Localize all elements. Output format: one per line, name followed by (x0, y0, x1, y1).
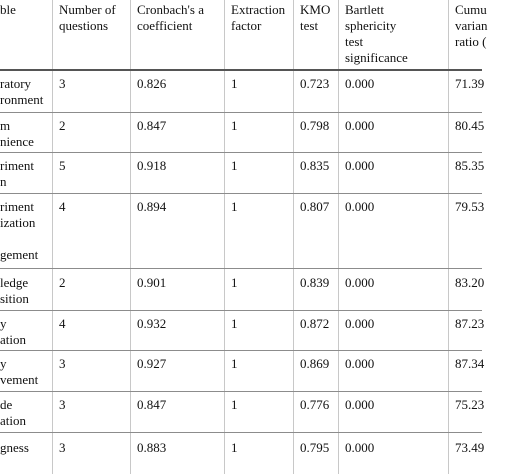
row-rule (0, 268, 482, 269)
cell-ratio: 79.53 (455, 199, 485, 214)
cell-factor: 1 (231, 316, 238, 331)
row-rule (0, 152, 482, 153)
cell-questions: 2 (59, 275, 66, 290)
row-rule (0, 193, 482, 194)
cell-kmo: 0.835 (300, 158, 330, 173)
row-rule (0, 432, 482, 433)
cell-questions: 3 (59, 356, 66, 371)
row-rule (0, 112, 482, 113)
cell-questions: 3 (59, 76, 66, 91)
header-rule (0, 69, 482, 71)
cell-variable: ledge sition (0, 275, 29, 306)
header-extraction: Extraction factor (231, 2, 286, 33)
column-divider (224, 0, 225, 474)
cell-factor: 1 (231, 275, 238, 290)
cell-questions: 5 (59, 158, 66, 173)
cell-variable: de ation (0, 397, 26, 428)
cell-kmo: 0.872 (300, 316, 330, 331)
cell-alpha: 0.847 (137, 118, 167, 133)
cell-variable: y ation (0, 316, 26, 347)
cell-alpha: 0.847 (137, 397, 167, 412)
cell-bartlett: 0.000 (345, 440, 375, 455)
cell-alpha: 0.918 (137, 158, 167, 173)
cell-kmo: 0.795 (300, 440, 330, 455)
cell-questions: 3 (59, 397, 66, 412)
cell-questions: 2 (59, 118, 66, 133)
cell-bartlett: 0.000 (345, 158, 375, 173)
cell-kmo: 0.807 (300, 199, 330, 214)
cell-kmo: 0.839 (300, 275, 330, 290)
cell-bartlett: 0.000 (345, 397, 375, 412)
cell-alpha: 0.932 (137, 316, 167, 331)
cell-questions: 3 (59, 440, 66, 455)
cell-bartlett: 0.000 (345, 275, 375, 290)
cell-ratio: 85.35 (455, 158, 485, 173)
cell-bartlett: 0.000 (345, 199, 375, 214)
cell-variable: m nience (0, 118, 34, 149)
cell-ratio: 87.23 (455, 316, 485, 331)
cell-bartlett: 0.000 (345, 356, 375, 371)
column-divider (448, 0, 449, 474)
cell-variable: y vement (0, 356, 39, 387)
cell-ratio: 71.39 (455, 76, 485, 91)
header-bartlett: Bartlett sphericity test significance (345, 2, 408, 65)
cell-factor: 1 (231, 356, 238, 371)
cell-alpha: 0.927 (137, 356, 167, 371)
cell-questions: 4 (59, 199, 66, 214)
cell-factor: 1 (231, 158, 238, 173)
cell-questions: 4 (59, 316, 66, 331)
cell-factor: 1 (231, 199, 238, 214)
cell-factor: 1 (231, 440, 238, 455)
cell-variable: ratory ronment (0, 76, 44, 107)
row-rule (0, 310, 482, 311)
cell-bartlett: 0.000 (345, 118, 375, 133)
cell-bartlett: 0.000 (345, 316, 375, 331)
cell-kmo: 0.798 (300, 118, 330, 133)
cell-ratio: 83.20 (455, 275, 485, 290)
column-divider (338, 0, 339, 474)
cell-ratio: 80.45 (455, 118, 485, 133)
cell-kmo: 0.776 (300, 397, 330, 412)
cell-variable: riment ization gement (0, 199, 39, 262)
header-cronbach: Cronbach's a coefficient (137, 2, 204, 33)
cell-ratio: 75.23 (455, 397, 485, 412)
cell-alpha: 0.894 (137, 199, 167, 214)
cell-alpha: 0.826 (137, 76, 167, 91)
cell-kmo: 0.723 (300, 76, 330, 91)
header-cumulative: Cumu varian ratio ( (455, 2, 488, 49)
cell-alpha: 0.883 (137, 440, 167, 455)
row-rule (0, 391, 482, 392)
cell-variable: gness (0, 440, 29, 455)
cell-ratio: 87.34 (455, 356, 485, 371)
header-questions: Number of questions (59, 2, 116, 33)
cell-factor: 1 (231, 397, 238, 412)
header-kmo: KMO test (300, 2, 331, 33)
cell-ratio: 73.49 (455, 440, 485, 455)
cell-bartlett: 0.000 (345, 76, 375, 91)
row-rule (0, 350, 482, 351)
cell-variable: riment n (0, 158, 34, 189)
column-divider (52, 0, 53, 474)
column-divider (293, 0, 294, 474)
cell-factor: 1 (231, 76, 238, 91)
cell-kmo: 0.869 (300, 356, 330, 371)
header-variable: ble (0, 2, 16, 17)
cell-factor: 1 (231, 118, 238, 133)
cell-alpha: 0.901 (137, 275, 167, 290)
column-divider (130, 0, 131, 474)
